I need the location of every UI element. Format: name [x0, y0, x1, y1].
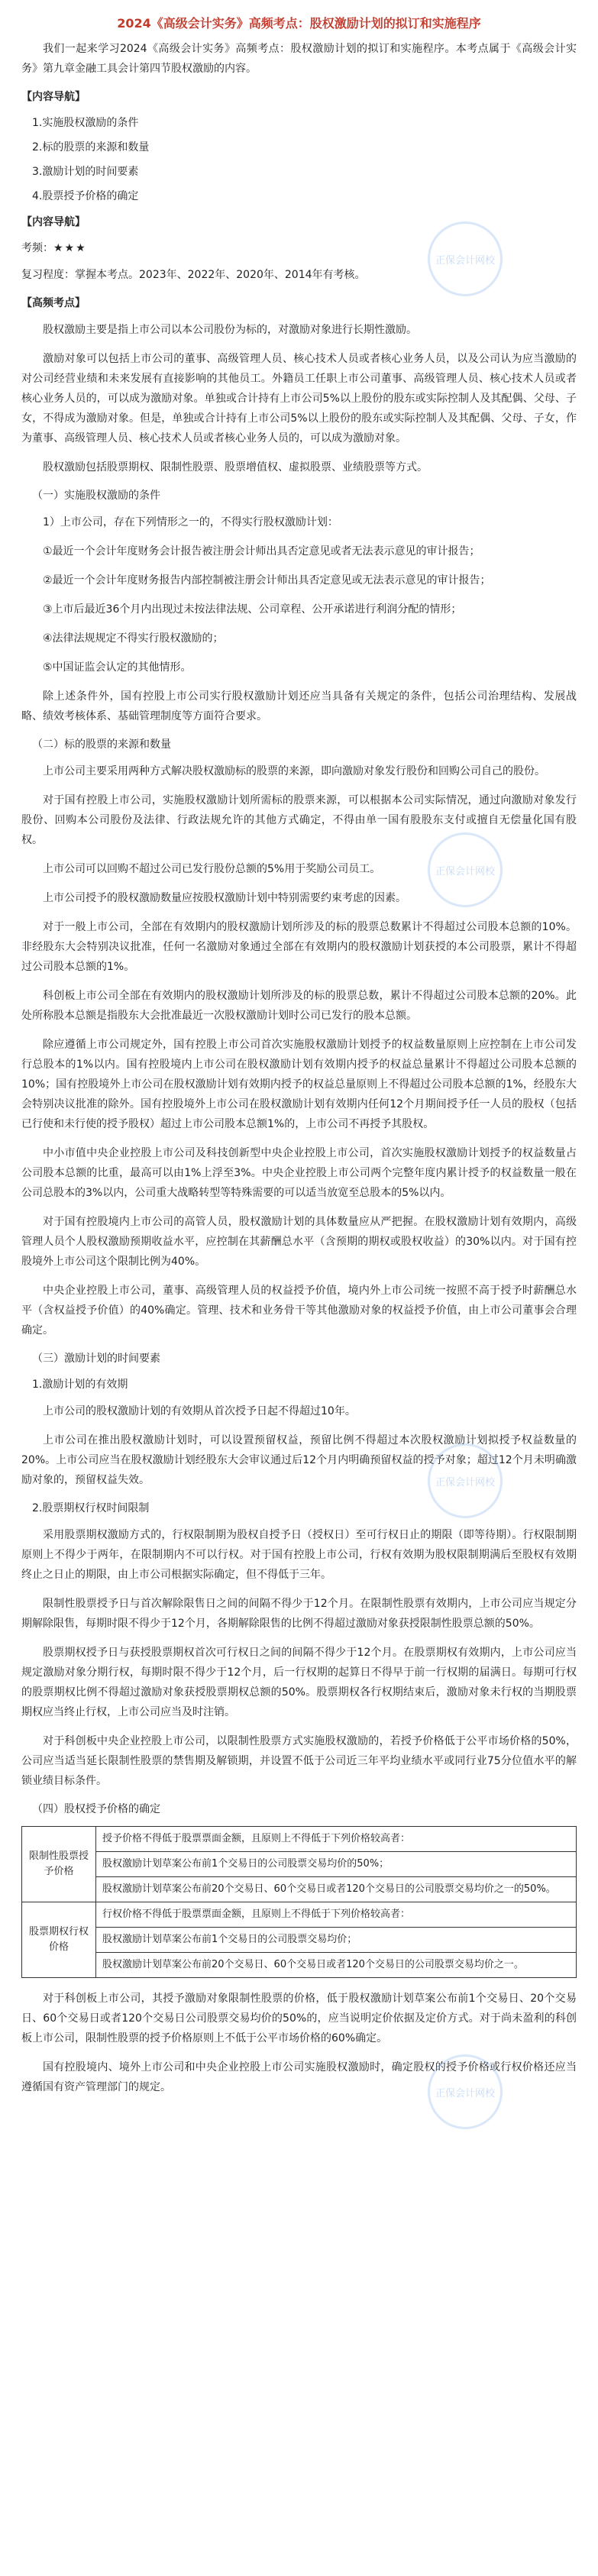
condition-item: 1）上市公司，存在下列情形之一的，不得实行股权激励计划：: [43, 516, 338, 528]
watermark-logo: 正保会计网校: [428, 832, 503, 907]
paragraph: 除应遵循上市公司规定外，国有控股上市公司首次实施股权激励计划授予的权益数量原则上应控制在上市公司发行总股本的1%以内。国有控股境内上市公司在股权激励计划有效期内授予的权益总量累计不得超过公司股本总额的10%；国有控股境外上市公司在股权激励计划有效期内授予的权益总量原则上不得超过公司股本总额的1%，经股东大会特别决议批准的除外。国有控股境外上市公司在股权激励计划有效期内任何12个月期间授予任一人员的股权（包括已行使和未行使的授予股权）超过上市公司股本总额1%的，上市公司不再授予其股权。: [21, 1039, 577, 1130]
table-cell: 行权价格不得低于股票票面金额，且原则上不得低于下列价格较高者：: [96, 1902, 577, 1928]
exam-frequency: [21, 239, 577, 257]
paragraph: 对于一般上市公司，全部在有效期内的股权激励计划所涉及的标的股票总数累计不得超过公司股本总额的10%。非经股东大会特别决议批准，任何一名激励对象通过全部在有效期内的股权激励计划获授的本公司股票，累计不得超过公司股本总额的1%。: [21, 921, 577, 973]
paragraph: 上市公司的股权激励计划的有效期从首次授予日起不得超过10年。: [43, 1405, 356, 1417]
review-level: 复习程度：掌握本考点。2023年、2022年、2020年、2014年有考核。: [21, 269, 366, 281]
condition-item: ②最近一个会计年度财务报告内部控制被注册会计师出具否定意见或无法表示意见的审计报告；: [43, 574, 491, 587]
nav-item: 3.激励计划的时间要素: [32, 166, 139, 178]
table-cell: 股权激励计划草案公布前1个交易日的公司股票交易均价；: [96, 1928, 577, 1953]
condition-item: ③上市后最近36个月内出现过未按法律法规、公司章程、公开承诺进行利润分配的情形；: [43, 603, 462, 616]
paragraph: 限制性股票授予日与首次解除限售日之间的间隔不得少于12个月。在限制性股票有效期内，上市公司应当规定分期解除限售，每期时限不得少于12个月，各期解除限售的比例不得超过激励对象获授限制性股票总额的50%。: [21, 1598, 577, 1630]
table-row-header: 股票期权行权价格: [22, 1902, 96, 1978]
table-cell: 授予价格不得低于股票票面金额，且原则上不得低于下列价格较高者：: [96, 1827, 577, 1852]
table-cell: 股权激励计划草案公布前20个交易日、60个交易日或者120个交易日的公司股票交易均价之一。: [96, 1953, 577, 1978]
page-title: 2024《高级会计实务》高频考点：股权激励计划的拟订和实施程序: [117, 16, 481, 31]
paragraph: 上市公司主要采用两种方式解决股权激励标的股票的来源，即向激励对象发行股份和回购公司自己的股份。: [43, 765, 545, 777]
watermark-logo: 正保会计网校: [428, 1443, 503, 1518]
paragraph: 上市公司可以回购不超过公司已发行股份总额的5%用于奖励公司员工。: [43, 863, 381, 875]
table-row: [22, 1852, 577, 1877]
paragraph: 上市公司授予的股权激励数量应按股权激励计划中特别需要约束考虑的因素。: [43, 892, 406, 904]
exam-frequency-label: 考频：: [21, 242, 53, 254]
nav-heading: 【内容导航】: [21, 91, 86, 103]
paragraph: 激励对象可以包括上市公司的董事、高级管理人员、核心技术人员或者核心业务人员，以及公司认为应当激励的对公司经营业绩和未来发展有直接影响的其他员工。外籍员工任职上市公司董事、高级管理人员、核心技术人员或者核心业务人员的，可以成为激励对象。单独或合计持有上市公司5%以上股份的股东或实际控制人及其配偶、父母、子女，不得成为激励对象。但是，单独或合计持有上市公司5%以上股份的股东或实际控制人及其配偶、父母、子女，作为董事、高级管理人员、核心技术人员或者核心业务人员的，可以成为激励对象。: [21, 353, 577, 444]
price-table: [21, 1826, 577, 1978]
paragraph: 对于科创板上市公司，其授予激励对象限制性股票的价格，低于股权激励计划草案公布前1个交易日、20个交易日、60个交易日或者120个交易日公司股票交易均价的50%的，应当说明定价依据及定价方式。对于尚未盈利的科创板上市公司，限制性股票的授予价格原则上不低于公平市场价格的60%确定。: [21, 1993, 577, 2044]
section-heading-4: （四）股权授予价格的确定: [32, 1803, 160, 1815]
star-rating: ★★★: [53, 242, 87, 254]
key-points-heading: 【高频考点】: [21, 297, 86, 309]
paragraph: 除上述条件外，国有控股上市公司实行股权激励计划还应当具备有关规定的条件，包括公司治理结构、发展战略、绩效考核体系、基础管理制度等方面符合要求。: [21, 690, 577, 722]
paragraph: 中小市值中央企业控股上市公司及科技创新型中央企业控股上市公司，首次实施股权激励计划授予的权益数量占公司股本总额的比重，最高可以由1%上浮至3%。中央企业控股上市公司两个完整年度内累计授予的权益数量一般在公司总股本的3%以内，公司重大战略转型等特殊需要的可以适当放宽至总股本的5%以内。: [21, 1147, 577, 1199]
level-heading: 【内容导航】: [21, 216, 86, 228]
paragraph: 股票期权授予日与获授股票期权首次可行权日之间的间隔不得少于12个月。在股票期权有效期内，上市公司应当规定激励对象分期行权，每期时限不得少于12个月，后一行权期的起算日不得早于前一行权期的届满日。每期可行权的股票期权比例不得超过激励对象获授股票期权总额的50%。股票期权各行权期结束后，激励对象未行权的当期股票期权应当终止行权，上市公司应当及时注销。: [21, 1647, 577, 1718]
paragraph: 中央企业控股上市公司，董事、高级管理人员的权益授予价值，境内外上市公司统一按照不高于授予时薪酬总水平（含权益授予价值）的40%确定。管理、技术和业务骨干等其他激励对象的权益授予价值，由上市公司董事会合理确定。: [21, 1285, 577, 1336]
condition-item: ①最近一个会计年度财务会计报告被注册会计师出具否定意见或者无法表示意见的审计报告；: [43, 545, 480, 558]
watermark-logo: 正保会计网校: [428, 2054, 503, 2129]
table-row: [22, 1928, 577, 1953]
paragraph: 股权激励主要是指上市公司以本公司股份为标的，对激励对象进行长期性激励。: [43, 324, 417, 336]
section-heading-2: （二）标的股票的来源和数量: [32, 739, 171, 751]
table-row-header: 限制性股票授予价格: [22, 1827, 96, 1902]
nav-item: 1.实施股权激励的条件: [32, 117, 139, 129]
subsection-heading: 2.股票期权行权时间限制: [32, 1502, 150, 1514]
condition-item: ④法律法规规定不得实行股权激励的；: [43, 632, 224, 645]
paragraph: 科创板上市公司全部在有效期内的股权激励计划所涉及的标的股票总数，累计不得超过公司股本总额的20%。此处所称股本总额是指股东大会批准最近一次股权激励计划时公司已发行的股本总额。: [21, 990, 577, 1022]
table-cell: 股权激励计划草案公布前20个交易日、60个交易日或者120个交易日的公司股票交易均价之一的50%。: [96, 1877, 577, 1902]
table-cell: 股权激励计划草案公布前1个交易日的公司股票交易均价的50%；: [96, 1852, 577, 1877]
paragraph: 采用股票期权激励方式的，行权限制期为股权自授予日（授权日）至可行权日止的期限（即等待期）。行权限制期原则上不得少于两年，在限制期内不可以行权。对于国有控股上市公司，行权有效期为股权限制期满后至股权有效期终止之日止的期限，由上市公司根据实际确定，但不得低于三年。: [21, 1529, 577, 1581]
section-heading-1: （一）实施股权激励的条件: [32, 490, 160, 502]
nav-item: 4.股票授予价格的确定: [32, 190, 139, 202]
table-row: [22, 1827, 577, 1852]
watermark-logo: 正保会计网校: [428, 221, 503, 296]
subsection-heading: 1.激励计划的有效期: [32, 1378, 128, 1391]
paragraph: 对于科创板中央企业控股上市公司，以限制性股票方式实施股权激励的，若授予价格低于公平市场价格的50%，公司应当适当延长限制性股票的禁售期及解锁期，并设置不低于公司近三年平均业绩水平或同行业75分位值水平的解锁业绩目标条件。: [21, 1735, 577, 1787]
nav-item: 2.标的股票的来源和数量: [32, 141, 150, 154]
paragraph: 对于国有控股境内上市公司的高管人员，股权激励计划的具体数量应从严把握。在股权激励计划有效期内，高级管理人员个人股权激励预期收益水平，应控制在其薪酬总水平（含预期的期权或股权收益）的30%以内。对于国有控股境外上市公司这个限制比例为40%。: [21, 1216, 577, 1268]
paragraph: 国有控股境内、境外上市公司和中央企业控股上市公司实施股权激励时，确定股权的授予价格或行权价格还应当遵循国有资产管理部门的规定。: [21, 2061, 577, 2093]
table-row: [22, 1953, 577, 1978]
table-row: [22, 1902, 577, 1928]
intro-paragraph: 我们一起来学习2024《高级会计实务》高频考点：股权激励计划的拟订和实施程序。本考点属于《高级会计实务》第九章金融工具会计第四节股权激励的内容。: [21, 43, 577, 75]
section-heading-3: （三）激励计划的时间要素: [32, 1353, 160, 1365]
table-row: [22, 1877, 577, 1902]
paragraph: 对于国有控股上市公司，实施股权激励计划所需标的股票来源，可以根据本公司实际情况，通过向激励对象发行股份、回购本公司股份及法律、行政法规允许的其他方式确定，不得由单一国有股股东支付或擅自无偿量化国有股权。: [21, 794, 577, 846]
paragraph: 上市公司在推出股权激励计划时，可以设置预留权益，预留比例不得超过本次股权激励计划拟授予权益数量的20%。上市公司应当在股权激励计划经股东大会审议通过后12个月内明确预留权益的授予对象；超过12个月未明确激励对象的，预留权益失效。: [21, 1434, 577, 1486]
condition-item: ⑤中国证监会认定的其他情形。: [43, 661, 192, 674]
paragraph: 股权激励包括股票期权、限制性股票、股票增值权、虚拟股票、业绩股票等方式。: [43, 461, 428, 474]
